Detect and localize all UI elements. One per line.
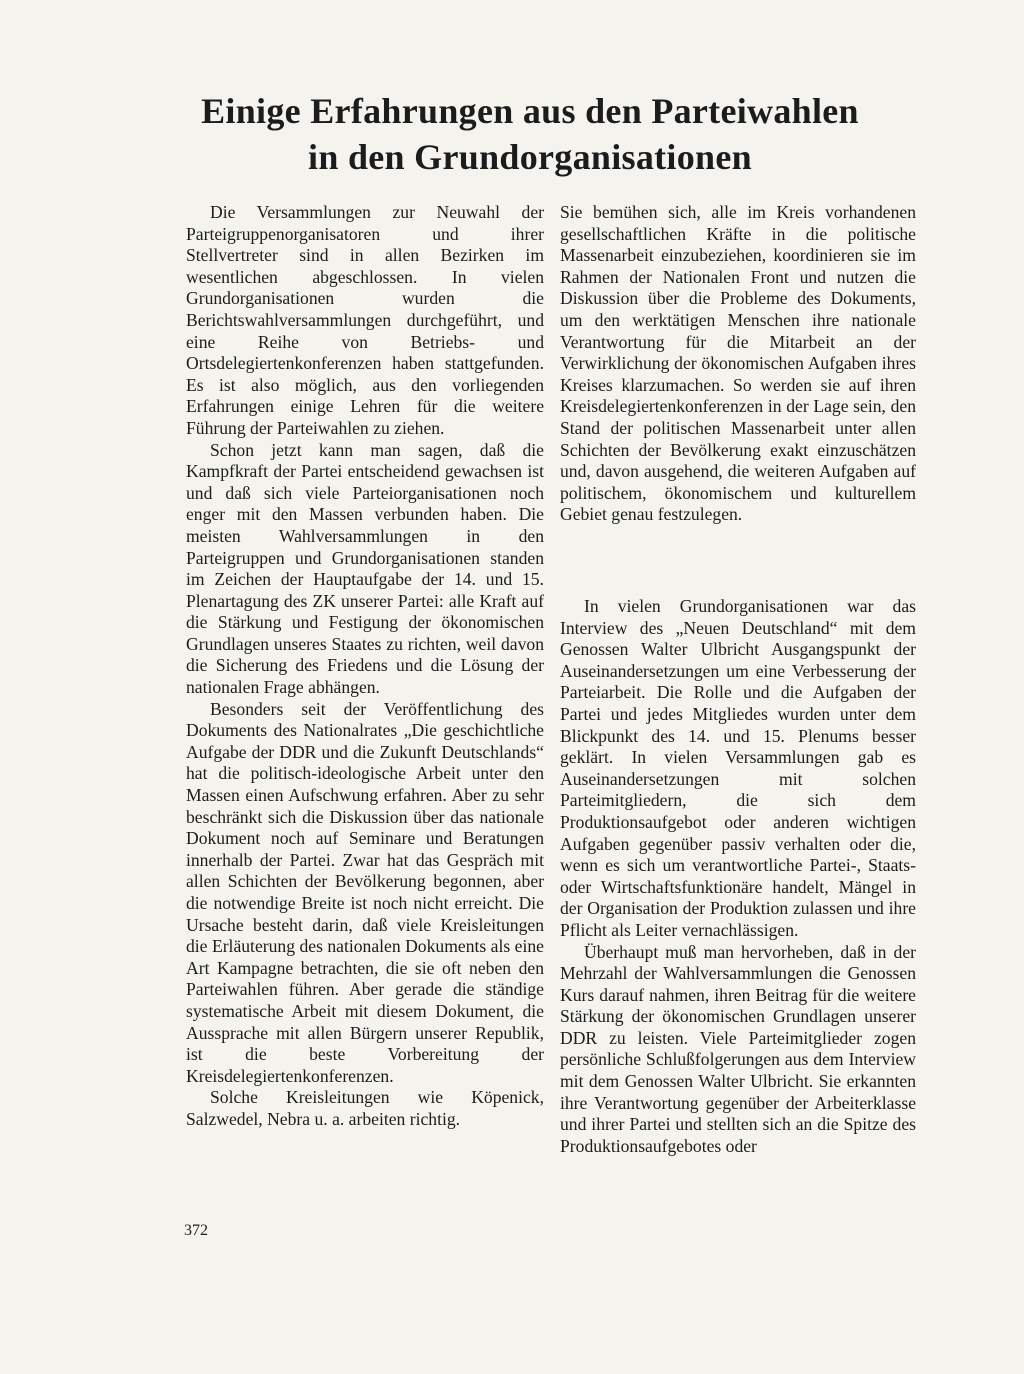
paragraph: Die Versammlungen zur Neuwahl der Parteigruppenorganisatoren und ihrer Stellvertreter sind in allen Bezirken im wesentlichen abgeschlossen. In vielen Grundorganisationen wurden die Berichtswahlversammlungen durchgeführt, und eine Reihe von Betriebs- und Ortsdelegiertenkonferenzen haben stattgefunden. Es ist also möglich, aus den vorliegenden Erfahrungen einige Lehren für die weitere Führung der Parteiwahlen zu ziehen. <box>186 202 544 438</box>
paragraph: In vielen Grundorganisationen war das Interview des „Neuen Deutschland“ mit dem Genossen Walter Ulbricht Ausgangspunkt der Auseinandersetzungen um eine Verbesserung der Parteiarbeit. Die Rolle und die Aufgaben der Partei und jedes Mitgliedes wurden unter dem Blickpunkt des 14. und 15. Plenums besser geklärt. In vielen Versammlungen gab es Auseinandersetzungen mit solchen Parteimitgliedern, die sich dem Produktionsaufgebot oder anderen wichtigen Aufgaben gegenüber passiv verhalten oder die, wenn es sich um verantwortliche Partei-, Staats- oder Wirtschaftsfunktionäre handelt, Mängel in der Organisation der Produktion zulassen und ihre Pflicht als Leiter vernachlässigen. <box>560 596 916 940</box>
paragraph: Sie bemühen sich, alle im Kreis vorhandenen gesellschaftlichen Kräfte in die politische Massenarbeit einzubeziehen, koordinieren sie im Rahmen der Nationalen Front und nutzen die Diskussion über die Probleme des Dokuments, um den werktätigen Menschen ihre nationale Verantwortung für die Mitarbeit an der Verwirklichung der ökonomischen Aufgaben ihres Kreises klarzumachen. So werden sie auf ihren Kreisdelegiertenkonferenzen in der Lage sein, den Stand der politischen Massenarbeit unter allen Schichten der Bevölkerung exakt einzuschätzen und, davon ausgehend, die weiteren Aufgaben auf politischem, ökonomischem und kulturellem Gebiet genau festzulegen. <box>560 202 916 525</box>
paragraph: Solche Kreisleitungen wie Köpenick, Salzwedel, Nebra u. a. arbeiten richtig. <box>186 1087 544 1129</box>
paragraph: Besonders seit der Veröffentlichung des Dokuments des Nationalrates „Die geschichtliche Aufgabe der DDR und die Zukunft Deutschlands“ hat die politisch-ideologische Arbeit unter den Massen einen Aufschwung erfahren. Aber zu sehr beschränkt sich die Diskussion über das nationale Dokument noch auf Seminare und Beratungen innerhalb der Partei. Zwar hat das Gespräch mit allen Schichten der Bevölkerung begonnen, aber die notwendige Breite ist noch nicht erreicht. Die Ursache besteht darin, daß viele Kreisleitungen die Erläuterung des nationalen Dokuments als eine Art Kampagne betrachten, die sie oft neben den Parteiwahlen führen. Aber gerade die ständige systematische Arbeit mit diesem Dokument, die Aussprache mit allen Bürgern unserer Republik, ist die beste Vorbereitung der Kreisdelegiertenkonferenzen. <box>186 698 544 1086</box>
right-column-continuation <box>560 202 916 526</box>
paragraph: Überhaupt muß man hervorheben, daß in der Mehrzahl der Wahlversammlungen die Genossen Kurs darauf nahmen, ihren Beitrag für die weitere Stärkung der ökonomischen Grundlagen unserer DDR zu leisten. Viele Parteimitglieder zogen persönliche Schlußfolgerungen aus dem Interview mit dem Genossen Walter Ulbricht. Sie erkannten ihre Verantwortung gegenüber der Arbeiterklasse und ihrer Partei und stellten sich an die Spitze des Produktionsaufgebotes oder <box>560 941 916 1156</box>
article-title <box>150 88 910 180</box>
left-column <box>186 202 544 1131</box>
paragraph: Schon jetzt kann man sagen, daß die Kampfkraft der Partei entscheidend gewachsen ist und daß sich viele Parteiorganisationen noch enger mit den Massen verbunden haben. Die meisten Wahlversammlungen in den Parteigruppen und Grundorganisationen standen im Zeichen der Hauptaufgabe der 14. und 15. Plenartagung des ZK unserer Partei: alle Kraft auf die Stärkung und Festigung der ökonomischen Grundlagen unseres Staates zu richten, weil davon die Sicherung des Friedens und die Lösung der nationalen Frage abhängen. <box>186 439 544 698</box>
page-number: 372 <box>184 1222 208 1239</box>
right-column-section <box>560 596 916 1157</box>
article-title-line-1: Einige Erfahrungen aus den Parteiwahlen <box>201 91 859 131</box>
article-title-line-2: in den Grundorganisationen <box>308 137 752 177</box>
